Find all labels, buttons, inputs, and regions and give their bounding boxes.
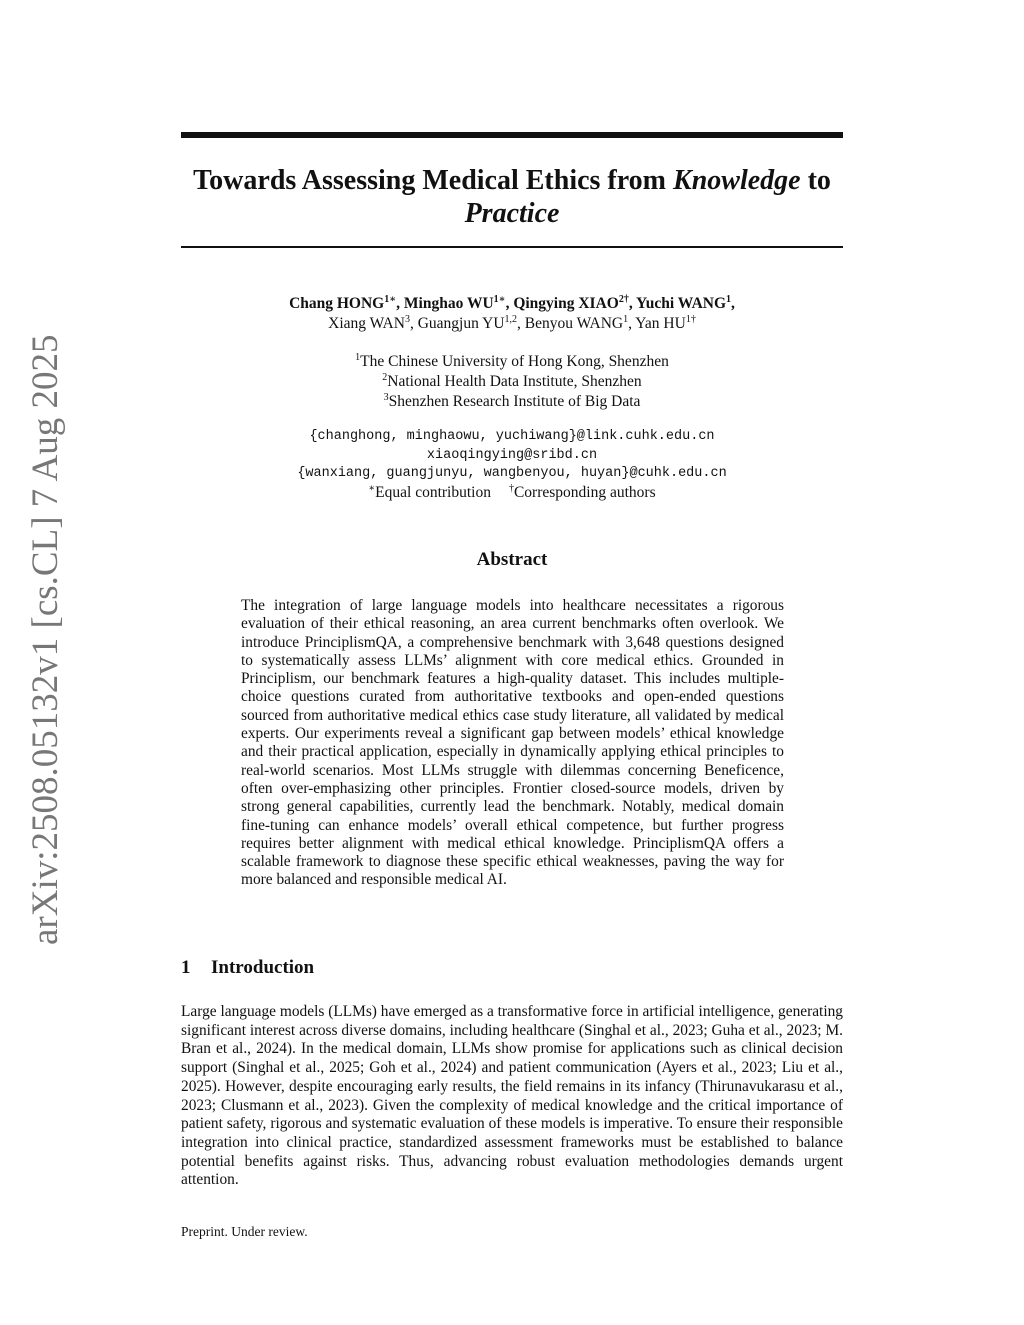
author-name: Benyou WANG xyxy=(524,315,624,332)
affiliation-text: The Chinese University of Hong Kong, Shenzhen xyxy=(360,353,669,370)
corresponding-symbol: † xyxy=(508,482,514,494)
affiliation-text: Shenzhen Research Institute of Big Data xyxy=(388,393,641,410)
author-sup: 1,2 xyxy=(504,313,518,325)
section-number: 1 xyxy=(181,957,191,978)
introduction-paragraph: Large language models (LLMs) have emerged as a transformative force in artificial intelligence, generating significant interest across diverse domains, including healthcare (Singhal et al., 2023; Guha et al., 2023; M. Bran et al., 2024). In the medical domain, LLMs show promise for applications such as clinical decision support (Singhal et al., 2025; Goh et al., 2024) and patient communication (Ayers et al., 2023; Liu et al., 2025). However, despite encouraging early results, the field remains in its infancy (Thirunavukarasu et al., 2023; Clusmann et al., 2023). Given the complexity of medical knowledge and the critical importance of patient safety, rigorous and systematic evaluation of these models is imperative. To ensure their responsible integration into clinical practice, standardized assessment frameworks must be established to balance potential benefits against risks. Thus, advancing robust evaluation methodologies demands urgent attention. xyxy=(181,1003,843,1189)
affiliation-sup: 3 xyxy=(383,391,389,403)
email-line: {wanxiang, guangjunyu, wangbenyou, huyan}@cuhk.edu.cn xyxy=(297,466,727,481)
section-heading-introduction xyxy=(181,957,314,979)
affiliation-item xyxy=(181,372,843,392)
corresponding-note: Corresponding authors xyxy=(513,484,656,501)
author-name: Chang HONG xyxy=(289,295,385,312)
author-name: Minghao WU xyxy=(403,295,494,312)
paper-title xyxy=(181,164,843,230)
abstract-body: The integration of large language models into healthcare necessitates a rigorous evaluation of their ethical reasoning, an area current benchmarks often overlook. We introduce PrinciplismQA, a comprehensive benchmark with 3,648 questions designed to systematically assess LLMs’ alignment with core medical ethics. Grounded in Principlism, our benchmark features a high-quality dataset. This includes multiple-choice questions curated from authoritative textbooks and open-ended questions sourced from authoritative medical ethics case study literature, all validated by medical experts. Our experiments reveal a significant gap between models’ ethical knowledge and their practical application, especially in dynamically applying ethical principles to real-world scenarios. Most LLMs struggle with dilemmas concerning Beneficence, often over-emphasizing other principles. Frontier closed-source models, driven by strong general capabilities, currently lead the benchmark. Notably, medical domain fine-tuning can enhance models’ overall ethical competence, but further progress requires better alignment with medical ethical knowledge. PrinciplismQA offers a scalable framework to diagnose these specific ethical weaknesses, paving the way for more balanced and responsible medical AI. xyxy=(241,597,784,889)
equal-contribution-note: Equal contribution xyxy=(375,484,491,501)
author-sup: 1∗ xyxy=(493,293,506,305)
author-sup: 1 xyxy=(726,293,732,305)
affiliation-item xyxy=(181,352,843,372)
abstract-heading: Abstract xyxy=(476,549,548,570)
affiliation-item xyxy=(181,392,843,412)
title-part2: to xyxy=(800,165,831,196)
author-sup: 2† xyxy=(618,293,629,305)
title-part1: Towards Assessing Medical Ethics from xyxy=(193,165,674,196)
author-name: Qingying XIAO xyxy=(513,295,619,312)
author-name: Xiang WAN xyxy=(328,315,405,332)
author-sup: 1 xyxy=(623,313,629,325)
title-bottom-rule xyxy=(181,246,843,248)
affiliation-text: National Health Data Institute, Shenzhen xyxy=(387,373,642,390)
title-italic-practice: Practice xyxy=(464,198,560,229)
affiliation-sup: 2 xyxy=(382,371,388,383)
email-line: xiaoqingying@sribd.cn xyxy=(426,447,598,463)
author-footnotes xyxy=(181,483,843,503)
email-list xyxy=(181,428,843,484)
author-line-2: Xiang WAN$^3$, Guangjun YU$^{1,2}$, Benyou WANG$^1$, Yan $HU^{1\dagger}$ xyxy=(328,313,696,332)
preprint-footer: Preprint. Under review. xyxy=(181,1224,308,1239)
author-sup: 1∗ xyxy=(384,293,397,305)
author-list xyxy=(181,294,843,334)
title-top-rule xyxy=(181,132,843,138)
equal-contribution-symbol: ∗ xyxy=(368,482,376,494)
author-name: Yan HU xyxy=(635,315,686,332)
author-name: Yuchi WANG xyxy=(636,295,727,312)
email-line: {changhong, minghaowu, yuchiwang}@link.cuhk.edu.cn xyxy=(309,429,715,444)
arxiv-sidebar-stamp: arXiv:2508.05132v1 [cs.CL] 7 Aug 2025 xyxy=(25,334,66,945)
title-italic-knowledge: Knowledge xyxy=(673,165,801,196)
affiliation-list xyxy=(181,352,843,412)
author-sup: 3 xyxy=(404,313,410,325)
author-line-1: Chang $HONG^{1∗}$, Minghao $WU^{1∗}$, Qingying $XIAO^{2\dagger}$, Yuchi WANG$^1$, xyxy=(289,293,735,312)
author-name: Guangjun YU xyxy=(417,315,505,332)
author-sup: 1† xyxy=(685,313,696,325)
affiliation-sup: 1 xyxy=(355,351,361,363)
section-title: Introduction xyxy=(211,957,315,978)
